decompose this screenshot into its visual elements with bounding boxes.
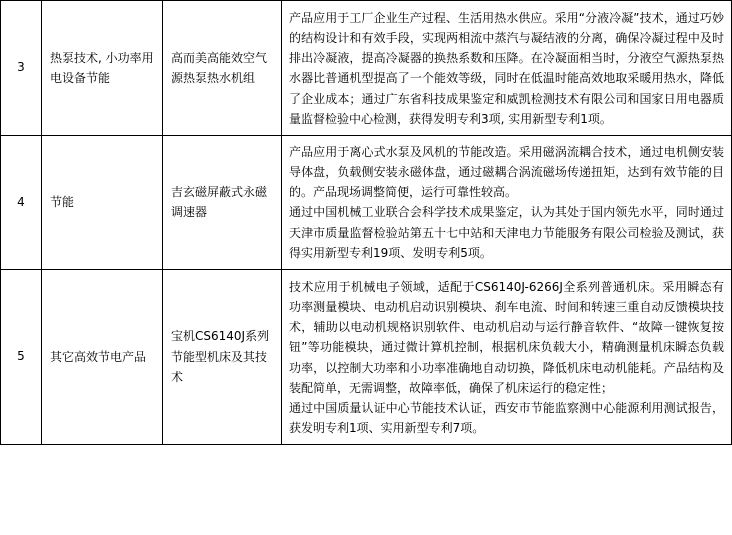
table-body [1,1,732,445]
row-product-name-cell: 宝机CS6140J系列节能型机床及其技术 [163,269,282,444]
table-row [1,1,732,136]
row-index-cell: 5 [1,269,42,444]
row-description-cell: 产品应用于工厂企业生产过程、生活用热水供应。采用“分液冷凝”技术，通过巧妙的结构设计和有效手段，实现两相流中蒸汽与凝结液的分离，确保冷凝过程中及时排出冷凝液，提高冷凝器的换热系数和压降。在冷凝面相当时，分液空气源热泵热水器比普通机型提高了一个能效等级，同时在低温时能高效地取采暖用热水，降低了企业成本；通过广东省科技成果鉴定和威凯检测技术有限公司和国家日用电器质量监督检验中心检测，获得发明专利3项, 实用新型专利1项。 [282,1,732,136]
table-row [1,135,732,269]
row-index-cell: 3 [1,1,42,136]
row-category-cell: 节能 [42,135,163,269]
row-product-name-cell: 吉玄磁屏蔽式永磁调速器 [163,135,282,269]
row-product-name-cell: 高而美高能效空气源热泵热水机组 [163,1,282,136]
row-description-cell: 技术应用于机械电子领域，适配于CS6140J-6266J全系列普通机床。采用瞬态有功率测量模块、电动机启动识别模块、刹车电流、时间和转速三重自动反馈模块技术，辅助以电动机规格识别软件、电动机启动与运行静音软件、“故障一键恢复按钮”等功能模块，通过微计算机控制，根据机床负载大小，精确测量机床瞬态负载功率，以控制大功率和小功率准确地自动切换，降低机床电动机能耗。产品结构及装配简单，无需调整，故障率低，确保了机床运行的稳定性； 通过中国质量认证中心节能技术认证，西安市节能监察测中心能源利用测试报告，获发明专利1项、实用新型专利7项。 [282,269,732,444]
row-description-cell: 产品应用于离心式水泵及风机的节能改造。采用磁涡流耦合技术，通过电机侧安装导体盘，负载侧安装永磁体盘，通过磁耦合涡流磁场传递扭矩，达到有效节能的目的。产品现场调整简便，运行可靠性较高。 通过中国机械工业联合会科学技术成果鉴定，认为其处于国内领先水平，同时通过天津市质量监督检验站第五十七中站和天津电力节能服务有限公司检验及测试，获得实用新型专利19项、发明专利5项。 [282,135,732,269]
row-category-cell: 其它高效节电产品 [42,269,163,444]
row-index-cell: 4 [1,135,42,269]
table-row [1,269,732,444]
row-category-cell: 热泵技术, 小功率用电设备节能 [42,1,163,136]
